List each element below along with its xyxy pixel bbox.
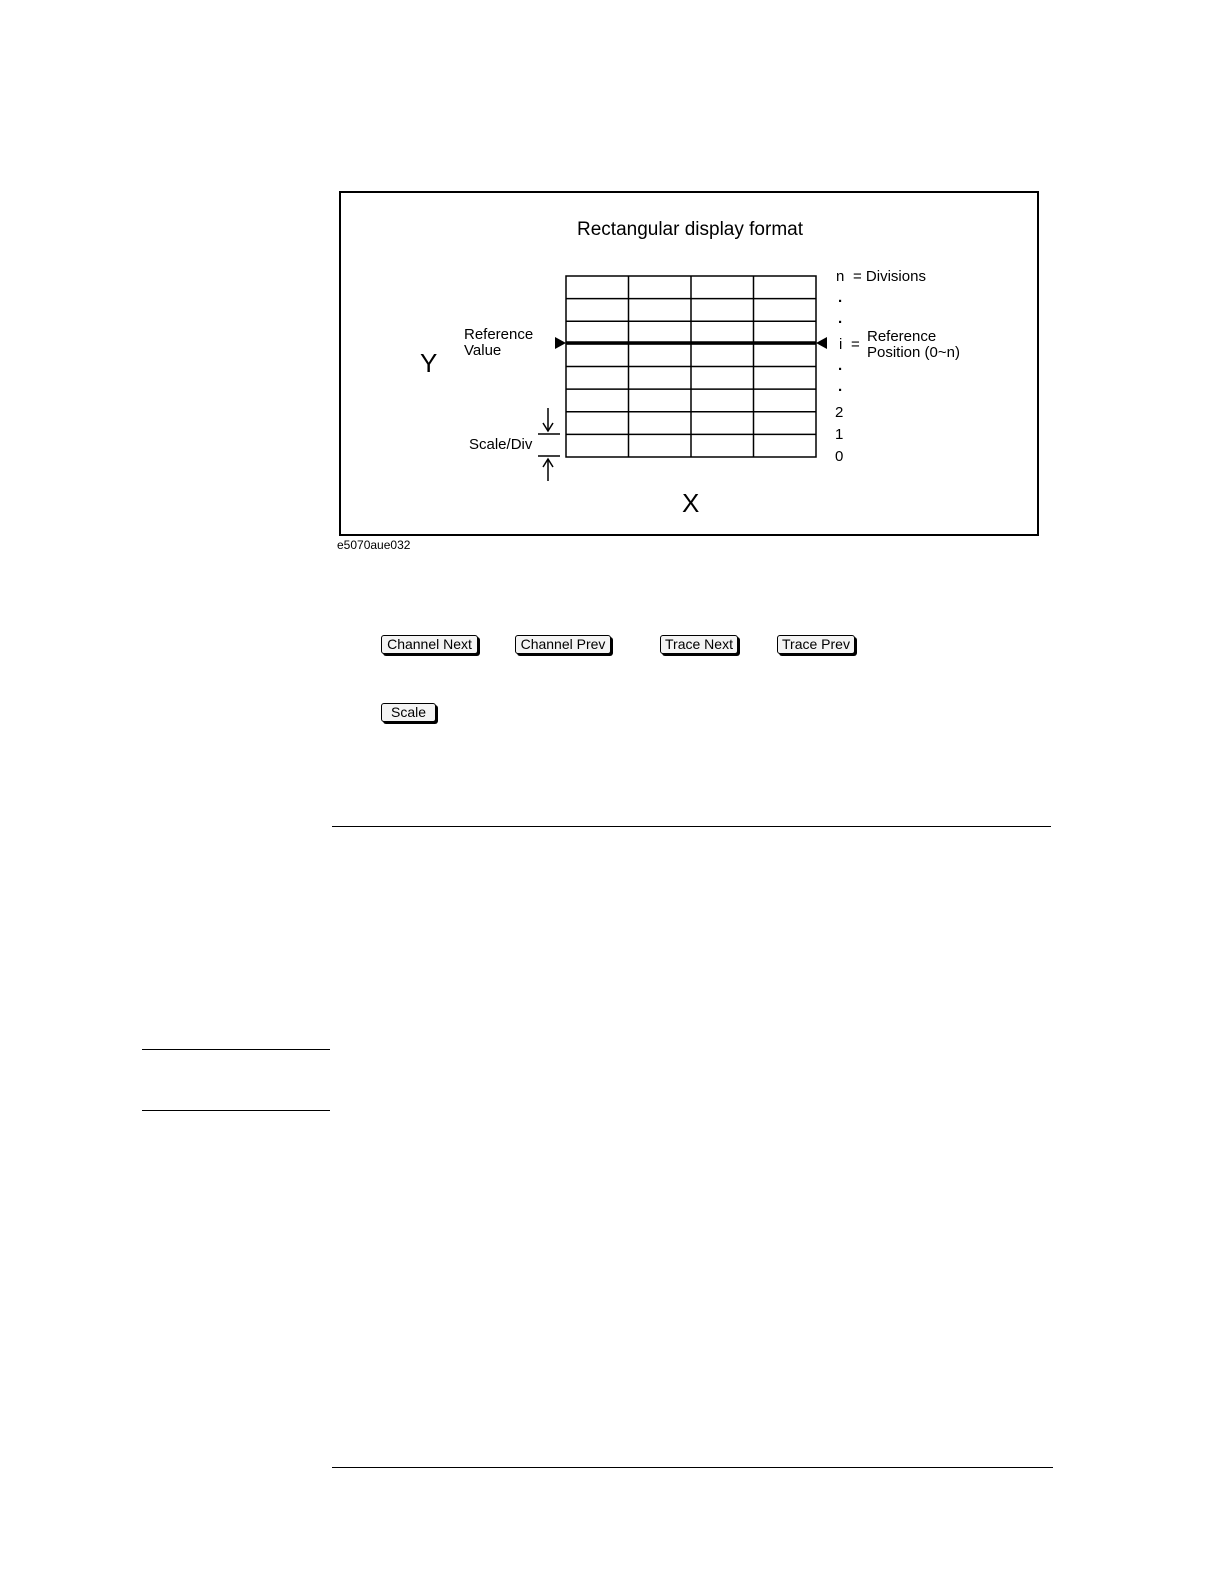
- x-axis-label: X: [682, 488, 700, 518]
- trace-prev-key[interactable]: Trace Prev: [777, 635, 855, 654]
- figure-caption: e5070aue032: [337, 538, 411, 552]
- reference-position-arrow-icon: [816, 337, 827, 349]
- dot-label-2: .: [838, 310, 843, 327]
- row-label-2: 2: [835, 404, 844, 421]
- dot-label-4: .: [838, 378, 843, 395]
- reference-i-label: i: [839, 336, 843, 353]
- reference-position-label-line2: Position (0~n): [867, 344, 960, 361]
- reference-value-label-line1: Reference: [464, 326, 534, 343]
- row-label-1: 1: [835, 426, 844, 443]
- channel-prev-key[interactable]: Channel Prev: [515, 635, 611, 654]
- scale-div-label: Scale/Div: [469, 436, 533, 453]
- divisions-n-label: n: [836, 268, 845, 285]
- trace-next-key[interactable]: Trace Next: [660, 635, 738, 654]
- scale-key[interactable]: Scale: [381, 703, 436, 722]
- reference-position-label-line1: Reference: [867, 328, 937, 345]
- figure-title: Rectangular display format: [577, 219, 803, 240]
- reference-value-arrow-icon: [555, 337, 566, 349]
- reference-value-label-line2: Value: [464, 342, 502, 359]
- y-axis-label: Y: [420, 348, 438, 378]
- dot-label-3: .: [838, 357, 843, 374]
- rectangular-display-diagram: [0, 0, 1224, 600]
- dot-label-1: .: [838, 289, 843, 306]
- reference-eq-label: =: [851, 336, 860, 353]
- section-divider: [332, 826, 1051, 827]
- row-label-0: 0: [835, 448, 844, 465]
- margin-rule-top: [142, 1049, 330, 1050]
- margin-rule-bottom: [142, 1110, 330, 1111]
- scale-div-marker-icon: [538, 408, 560, 481]
- display-grid: [566, 276, 816, 457]
- footer-rule: [332, 1467, 1053, 1468]
- divisions-label: = Divisions: [853, 268, 926, 285]
- channel-next-key[interactable]: Channel Next: [381, 635, 478, 654]
